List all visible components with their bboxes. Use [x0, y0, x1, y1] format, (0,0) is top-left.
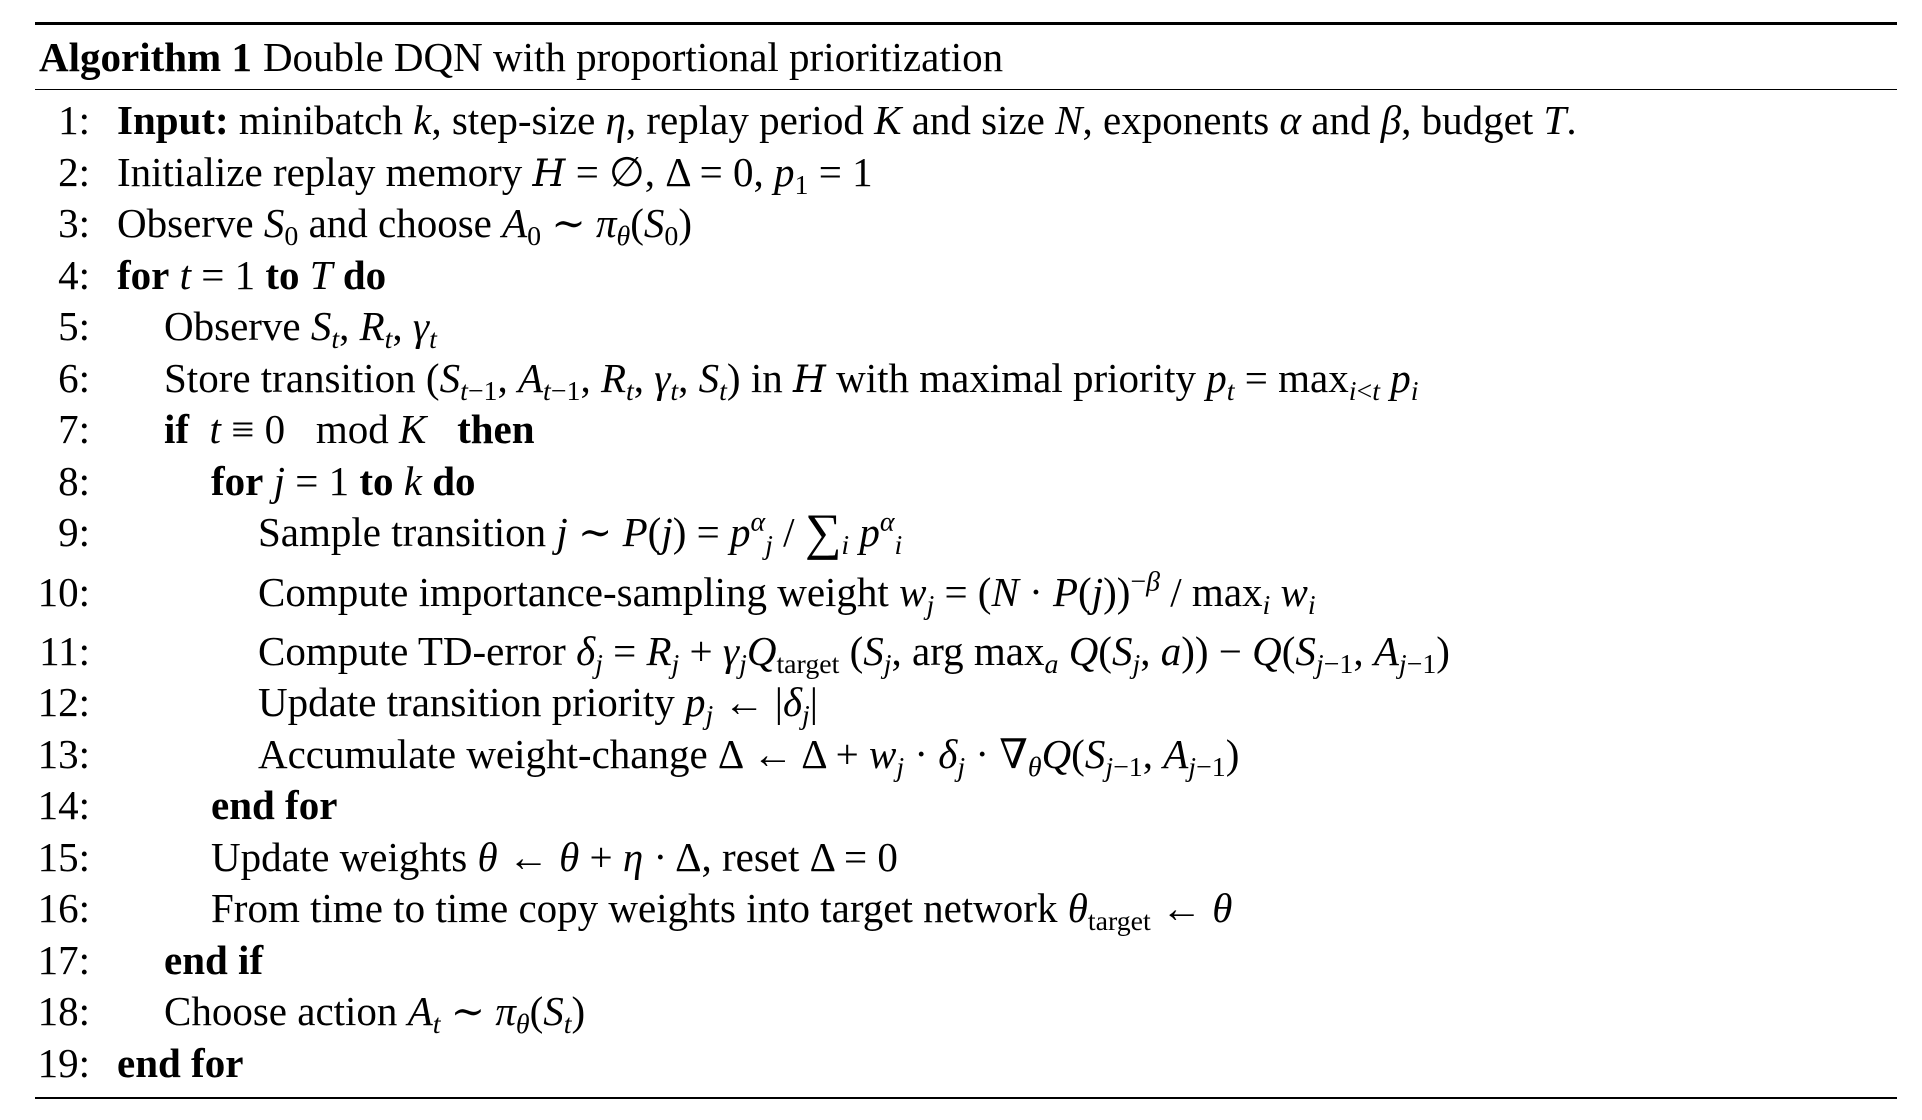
algorithm-line-8: 8: for j = 1 to k do: [35, 456, 1897, 508]
algorithm-line-4: 4: for t = 1 to T do: [35, 250, 1897, 302]
line-number: 4:: [58, 251, 90, 298]
algorithm-line-19: 19: end for: [35, 1038, 1897, 1090]
line-number: 7:: [58, 406, 90, 453]
algorithm-line-1: 1: Input: minibatch k, step-size η, replay period K and size N, exponents α and β, budget T.: [35, 95, 1897, 147]
line-number: 10:: [37, 568, 90, 615]
algorithm-line-11: 11: Compute TD-error $\delta_j = R_j + \gamma_jQ_{target}$ ($S_j$, arg $\max_a Q(S_j$, $a)) - Q(S_{j-1}$, $A_{j-1}$): [35, 626, 1897, 678]
algorithm-line-10: 10: Compute importance-sampling weight $w_j = (N \cdot P(j))^{-\beta} / \max_i w_i$: [35, 559, 1897, 626]
line-number: 8:: [58, 457, 90, 504]
line-number: 17:: [37, 936, 90, 983]
algorithm-line-15: 15: Update weights θ ← θ + η · Δ, reset Δ = 0: [35, 832, 1897, 884]
line-number: 13:: [37, 730, 90, 777]
algorithm-line-12: 12: Update transition priority $p_j$ ← $|\delta_j|$: [35, 677, 1897, 729]
line-number: 18:: [37, 988, 90, 1035]
line-number: 1:: [58, 97, 90, 144]
line-number: 15:: [37, 833, 90, 880]
line-number: 6:: [58, 354, 90, 401]
algorithm-body: [35, 90, 1897, 1097]
line-number: 9:: [58, 509, 90, 556]
algorithm-line-9: 9: Sample transition j ∼ $P(j) = p^\alpha_j / \sum_i$ $p^\alpha_i$: [35, 507, 1897, 559]
algorithm-label: Algorithm 1: [39, 33, 252, 80]
algorithm-header: [35, 25, 1897, 90]
algorithm-line-17: 17: end if: [35, 935, 1897, 987]
algorithm-box: [35, 22, 1897, 1099]
algorithm-line-5: 5: Observe $S_t$, $R_t$, $\gamma_t$: [35, 301, 1897, 353]
line-number: 14:: [37, 782, 90, 829]
algorithm-line-6: 6: Store transition ($S_{t-1}$, $A_{t-1}$, $R_t$, $\gamma_t$, $S_t$) in H with maximal priority $p_t = \max_{i<t} p_i$: [35, 353, 1897, 405]
algorithm-line-13: 13: Accumulate weight-change Δ ← $\Delta + w_j \cdot \delta_j \cdot \nabla_\theta Q(S_{j-1}$, $A_{j-1}$): [35, 729, 1897, 781]
algorithm-line-2: 2: Initialize replay memory H = ∅, Δ = 0, $p_1 = 1$: [35, 147, 1897, 199]
line-number: 19:: [37, 1039, 90, 1086]
algorithm-line-16: 16: From time to time copy weights into target network $\theta_{target}$ ← θ: [35, 883, 1897, 935]
algorithm-line-14: 14: end for: [35, 780, 1897, 832]
algorithm-line-7: 7: if t ≡ 0 mod K then: [35, 404, 1897, 456]
algorithm-line-18: 18: Choose action $A_t$ ∼ $\pi_\theta(S_t)$: [35, 986, 1897, 1038]
algorithm-line-3: 3: Observe $S_0$ and choose $A_0$ ∼ $\pi_\theta(S_0)$: [35, 198, 1897, 250]
line-number: 5:: [58, 303, 90, 350]
line-number: 12:: [37, 679, 90, 726]
algorithm-title: Double DQN with proportional prioritization: [262, 33, 1004, 80]
line-number: 11:: [39, 627, 90, 674]
line-number: 16:: [37, 885, 90, 932]
line-number: 2:: [58, 148, 90, 195]
line-number: 3:: [58, 200, 90, 247]
keyword-input: Input:: [117, 97, 229, 144]
